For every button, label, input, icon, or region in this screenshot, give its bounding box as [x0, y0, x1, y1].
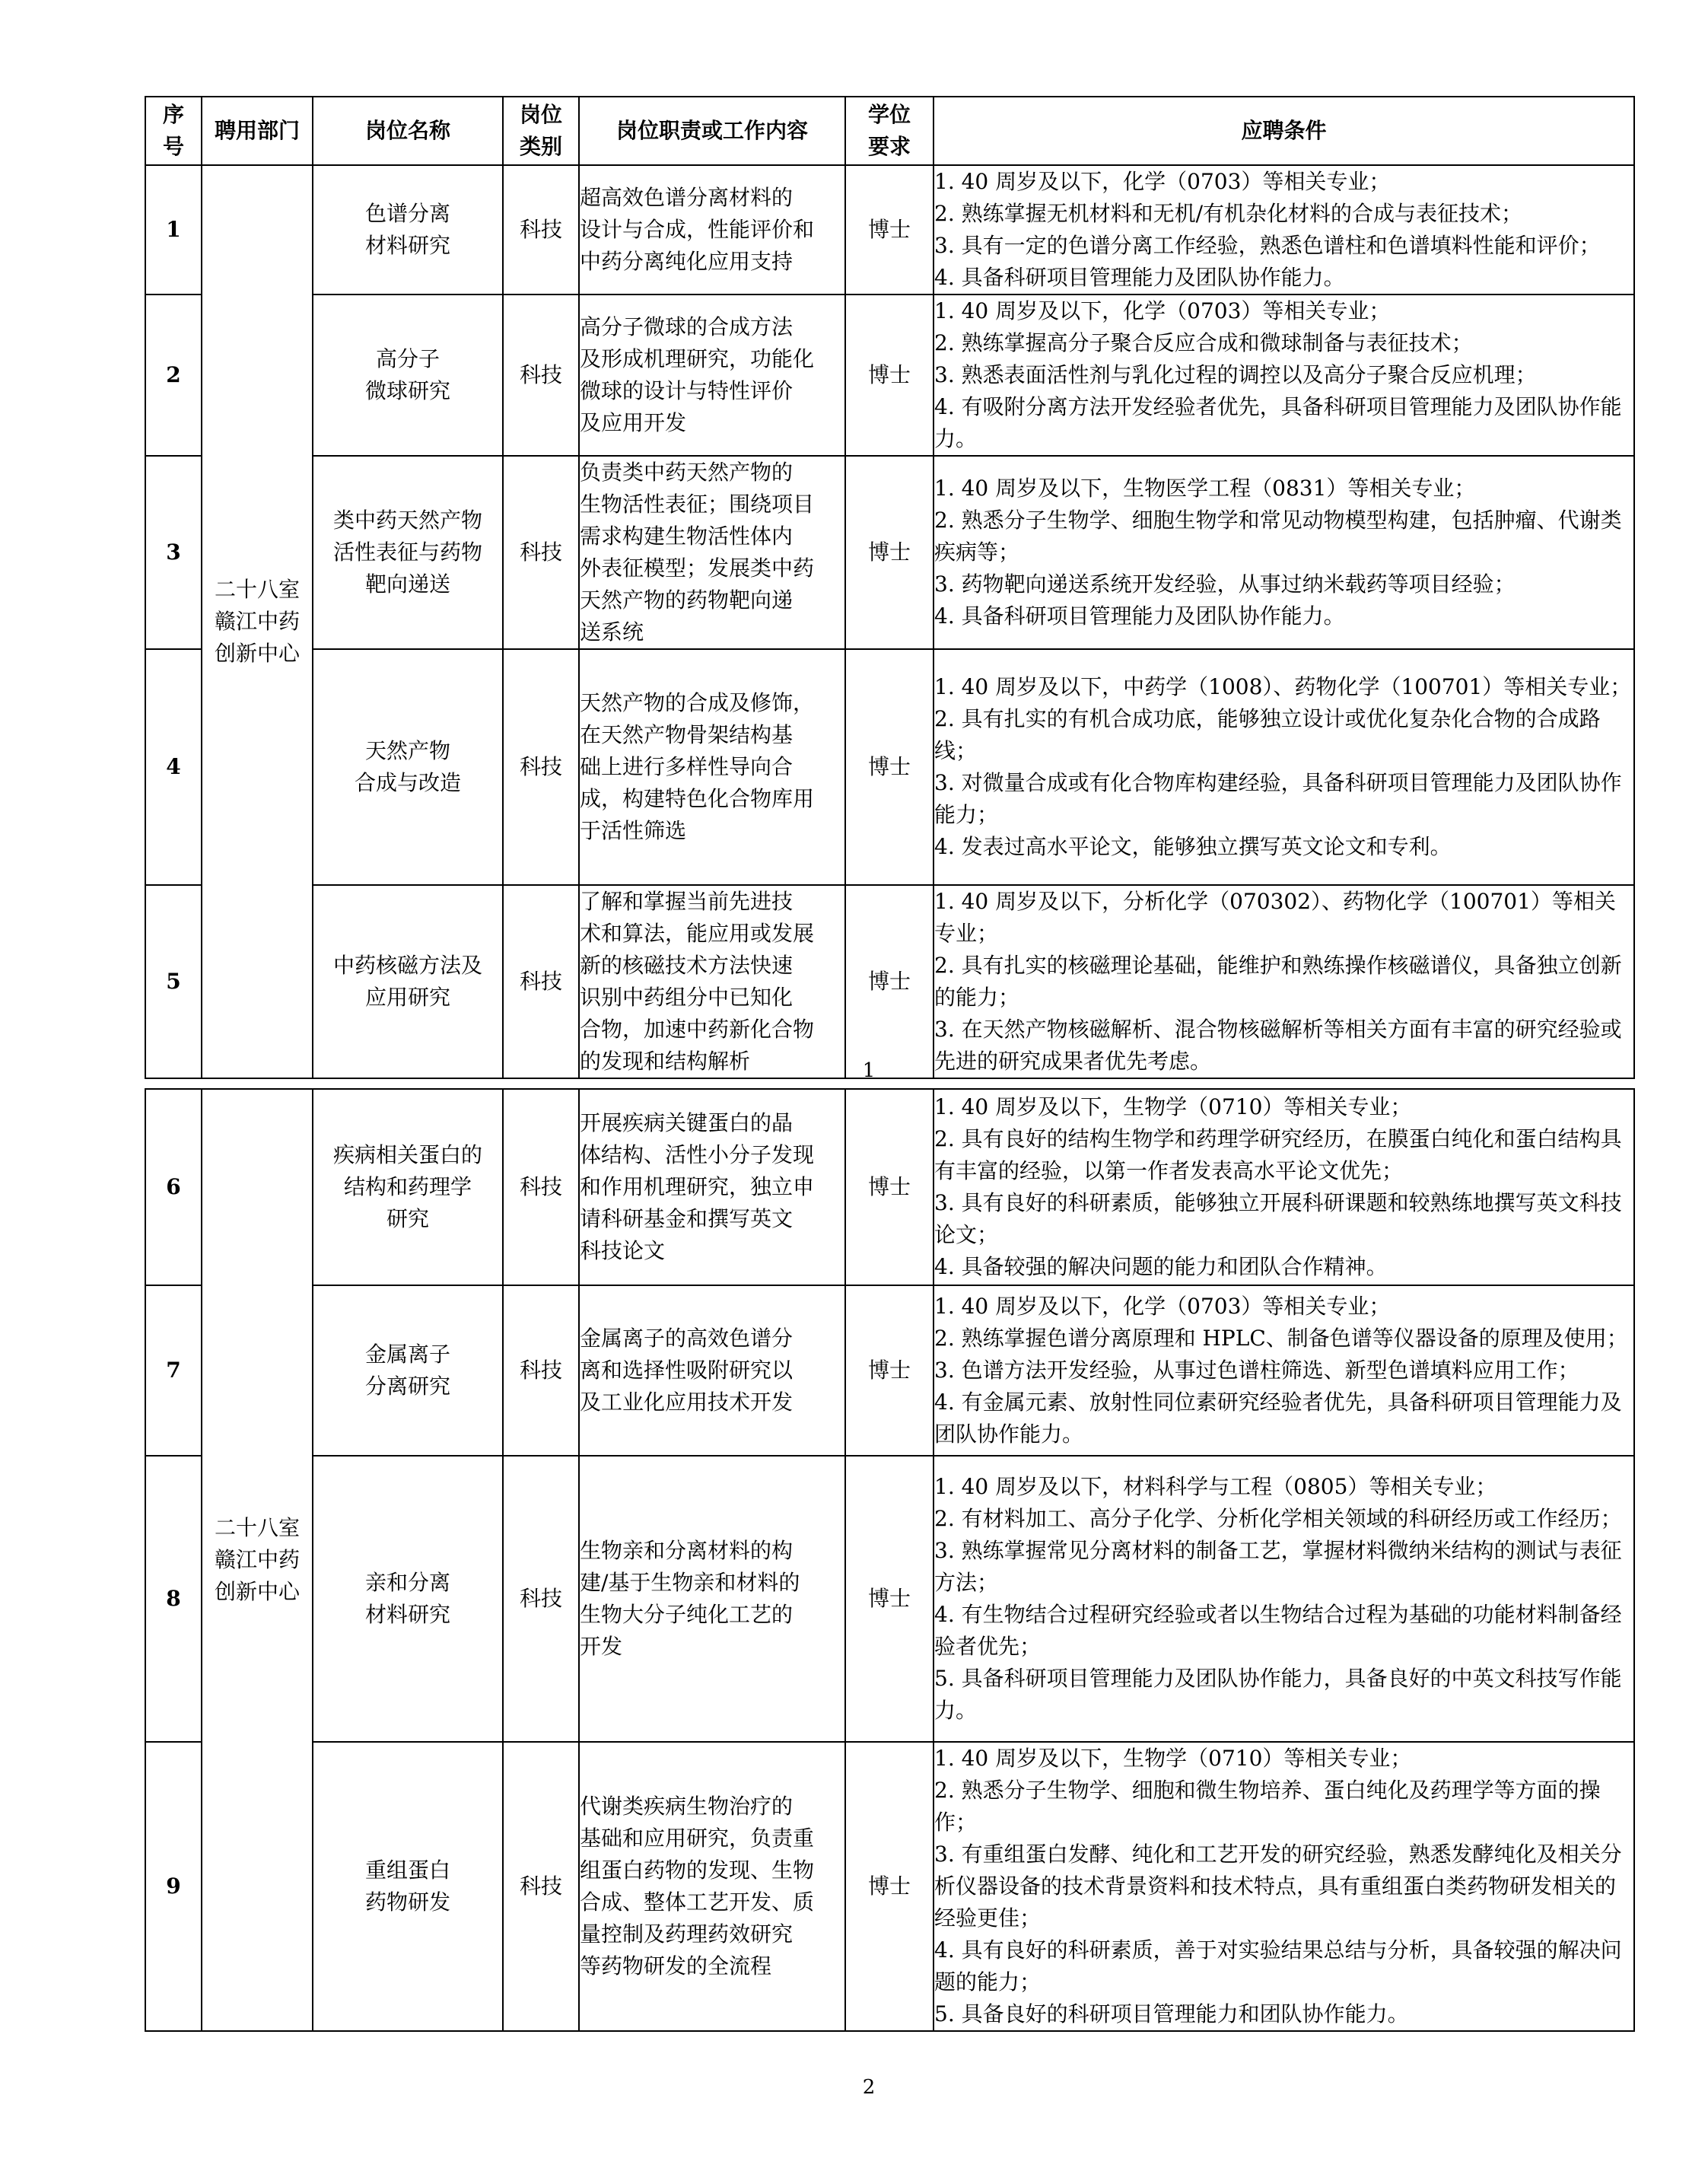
text-line: 赣江中药: [214, 1547, 300, 1572]
text-line: 2. 具有良好的结构生物学和药理学研究经历，在膜蛋白纯化和蛋白结构具有丰富的经验，以第一作者发表高水平论文优先；: [934, 1126, 1622, 1183]
text-line: 4. 发表过高水平论文，能够独立撰写英文论文和专利。: [934, 834, 1452, 859]
text-line: 天然产物的合成及修饰，: [580, 690, 815, 715]
position-name: [313, 294, 503, 456]
text-line: 靶向递送: [364, 571, 450, 597]
row-number: 4: [145, 649, 202, 885]
text-line: 及工业化应用技术开发: [580, 1390, 794, 1415]
table-row: [145, 294, 1634, 456]
text-line: 2. 具有扎实的核磁理论基础，能维护和熟练操作核磁谱仪，具备独立创新的能力；: [934, 953, 1622, 1010]
text-line: 2. 熟练掌握色谱分离原理和 HPLC、制备色谱等仪器设备的原理及使用；: [934, 1326, 1628, 1351]
text-line: 1. 40 周岁及以下，化学（0703）等相关专业；: [934, 1294, 1391, 1319]
table-row: [145, 1456, 1634, 1742]
text-line: 于活性筛选: [580, 818, 687, 843]
duty-description: [579, 165, 845, 294]
position-name: [313, 165, 503, 294]
table-row: [145, 456, 1634, 649]
text-line: 在天然产物骨架结构基: [580, 722, 794, 747]
text-line: 合成、整体工艺开发、质: [580, 1890, 815, 1915]
text-line: 3. 具有一定的色谱分离工作经验，熟悉色谱柱和色谱填料性能和评价；: [934, 233, 1601, 258]
text-line: 请科研基金和撰写英文: [580, 1206, 794, 1231]
text-line: 微球研究: [364, 378, 450, 403]
text-line: 了解和掌握当前先进技: [580, 889, 794, 914]
text-line: 2. 熟悉分子生物学、细胞和微生物培养、蛋白纯化及药理学等方面的操作；: [934, 1778, 1601, 1835]
text-line: 4. 具有良好的科研素质，善于对实验结果总结与分析，具备较强的解决问题的能力；: [934, 1937, 1622, 1995]
text-line: 1. 40 周岁及以下，分析化学（070302）、药物化学（100701）等相关专业；: [934, 889, 1616, 946]
text-line: 二十八室: [214, 1515, 300, 1540]
text-line: 2. 熟练掌握无机材料和无机/有机杂化材料的合成与表征技术；: [934, 201, 1523, 226]
text-line: 1. 40 周岁及以下，生物学（0710）等相关专业；: [934, 1094, 1412, 1119]
department-cell: [202, 1089, 313, 2031]
header-seq: 序 号: [145, 97, 202, 165]
text-line: 4. 有生物结合过程研究经验或者以生物结合过程为基础的功能材料制备经验者优先；: [934, 1602, 1622, 1659]
row-number: 2: [145, 294, 202, 456]
text-line: 金属离子的高效色谱分: [580, 1326, 794, 1351]
text-line: 和作用机理研究，独立申: [580, 1174, 815, 1199]
text-line: 3. 熟悉表面活性剂与乳化过程的调控以及高分子聚合反应机理；: [934, 362, 1537, 387]
text-line: 1. 40 周岁及以下，化学（0703）等相关专业；: [934, 298, 1391, 323]
row-number: 1: [145, 165, 202, 294]
text-line: 开展疾病关键蛋白的晶: [580, 1110, 794, 1135]
text-line: 合成与改造: [354, 770, 461, 795]
text-line: 超高效色谱分离材料的: [580, 185, 794, 210]
text-line: 3. 药物靶向递送系统开发经验，从事过纳米载药等项目经验；: [934, 571, 1516, 597]
position-name: [313, 1089, 503, 1285]
recruitment-table-page-2: [145, 1088, 1635, 2032]
text-line: 天然产物: [364, 738, 450, 763]
position-name: [313, 649, 503, 885]
header-department: 聘用部门: [202, 97, 313, 165]
text-line: 疾病相关蛋白的: [332, 1142, 482, 1167]
text-line: 4. 具备较强的解决问题的能力和团队合作精神。: [934, 1254, 1388, 1279]
duty-description: [579, 1285, 845, 1456]
text-line: 活性表征与药物: [332, 540, 482, 565]
text-line: 1. 40 周岁及以下，化学（0703）等相关专业；: [934, 169, 1391, 194]
table-row: [145, 1742, 1634, 2031]
text-line: 体结构、活性小分子发现: [580, 1142, 815, 1167]
degree-requirement: 博士: [845, 1285, 934, 1456]
degree-requirement: 博士: [845, 165, 934, 294]
row-number: 7: [145, 1285, 202, 1456]
header-duty: 岗位职责或工作内容: [579, 97, 845, 165]
text-line: 1. 40 周岁及以下，材料科学与工程（0805）等相关专业；: [934, 1474, 1497, 1499]
position-name: [313, 1456, 503, 1742]
row-number: 5: [145, 885, 202, 1078]
table-row: [145, 649, 1634, 885]
text-line: 二十八室: [214, 577, 300, 602]
header-position-name: 岗位名称: [313, 97, 503, 165]
text-line: 3. 对微量合成或有化合物库构建经验，具备科研项目管理能力及团队协作能力；: [934, 770, 1622, 827]
position-category: 科技: [503, 1742, 579, 2031]
requirements: [934, 1456, 1634, 1742]
text-line: 高分子微球的合成方法: [580, 314, 794, 339]
text-line: 色谱分离: [364, 201, 450, 226]
text-line: 离和选择性吸附研究以: [580, 1358, 794, 1383]
text-line: 中药分离纯化应用支持: [580, 249, 794, 274]
text-line: 金属离子: [364, 1342, 450, 1367]
text-line: 2. 有材料加工、高分子化学、分析化学相关领域的科研经历或工作经历；: [934, 1506, 1622, 1531]
degree-requirement: 博士: [845, 1089, 934, 1285]
text-line: 1. 40 周岁及以下，生物医学工程（0831）等相关专业；: [934, 476, 1476, 501]
text-line: 5. 具备良好的科研项目管理能力和团队协作能力。: [934, 2001, 1409, 2026]
header-row: [145, 97, 1634, 165]
text-line: 3. 熟练掌握常见分离材料的制备工艺，掌握材料微纳米结构的测试与表征方法；: [934, 1538, 1622, 1595]
text-line: 识别中药组分中已知化: [580, 985, 794, 1010]
text-line: 1. 40 周岁及以下，生物学（0710）等相关专业；: [934, 1746, 1412, 1771]
recruitment-table-page-1: [145, 96, 1635, 1079]
duty-description: [579, 456, 845, 649]
table-row: [145, 885, 1634, 1078]
text-line: 4. 具备科研项目管理能力及团队协作能力。: [934, 603, 1345, 629]
degree-requirement: 博士: [845, 1456, 934, 1742]
text-line: 分离研究: [364, 1374, 450, 1399]
degree-requirement: 博士: [845, 1742, 934, 2031]
text-line: 术和算法，能应用或发展: [580, 921, 815, 946]
text-line: 亲和分离: [364, 1570, 450, 1595]
text-line: 1. 40 周岁及以下，中药学（1008）、药物化学（100701）等相关专业；: [934, 674, 1632, 699]
requirements: [934, 1742, 1634, 2031]
requirements: [934, 1285, 1634, 1456]
requirements: [934, 165, 1634, 294]
text-line: 设计与合成，性能评价和: [580, 217, 815, 242]
position-category: 科技: [503, 885, 579, 1078]
position-name: [313, 885, 503, 1078]
position-category: 科技: [503, 1089, 579, 1285]
text-line: 4. 具备科研项目管理能力及团队协作能力。: [934, 265, 1345, 290]
text-line: 生物亲和分离材料的构: [580, 1538, 794, 1563]
row-number: 6: [145, 1089, 202, 1285]
position-name: [313, 1285, 503, 1456]
department-cell: [202, 165, 313, 1078]
text-line: 量控制及药理药效研究: [580, 1921, 794, 1947]
requirements: [934, 885, 1634, 1078]
degree-requirement: 博士: [845, 649, 934, 885]
text-line: 应用研究: [364, 985, 450, 1010]
text-line: 微球的设计与特性评价: [580, 378, 794, 403]
text-line: 成，构建特色化合物库用: [580, 786, 815, 811]
degree-requirement: 博士: [845, 294, 934, 456]
page-number: 2: [862, 2076, 876, 2099]
requirements: [934, 649, 1634, 885]
text-line: 结构和药理学: [343, 1174, 472, 1199]
text-line: 赣江中药: [214, 609, 300, 634]
text-line: 组蛋白药物的发现、生物: [580, 1858, 815, 1883]
text-line: 2. 熟练掌握高分子聚合反应合成和微球制备与表征技术；: [934, 330, 1473, 355]
requirements: [934, 294, 1634, 456]
duty-description: [579, 649, 845, 885]
text-line: 生物活性表征；围绕项目: [580, 492, 815, 517]
duty-description: [579, 294, 845, 456]
text-line: 础上进行多样性导向合: [580, 754, 794, 779]
text-line: 研究: [386, 1206, 429, 1231]
degree-requirement: 博士: [845, 885, 934, 1078]
text-line: 生物大分子纯化工艺的: [580, 1602, 794, 1627]
text-line: 创新中心: [214, 1579, 300, 1604]
position-name: [313, 1742, 503, 2031]
text-line: 的发现和结构解析: [580, 1049, 751, 1074]
table-row: [145, 1285, 1634, 1456]
text-line: 高分子: [375, 346, 440, 371]
text-line: 及形成机理研究，功能化: [580, 346, 815, 371]
text-line: 合物，加速中药新化合物: [580, 1017, 815, 1042]
text-line: 3. 有重组蛋白发酵、纯化和工艺开发的研究经验，熟悉发酵纯化及相关分析仪器设备的技术背景资料和技术特点，具有重组蛋白类药物研发相关的经验更佳；: [934, 1842, 1622, 1931]
position-category: 科技: [503, 1456, 579, 1742]
text-line: 等药物研发的全流程: [580, 1953, 772, 1979]
text-line: 基础和应用研究，负责重: [580, 1826, 815, 1851]
text-line: 天然产物的药物靶向递: [580, 587, 794, 613]
text-line: 负责类中药天然产物的: [580, 460, 794, 485]
page-number: 1: [862, 1059, 876, 1082]
text-line: 重组蛋白: [364, 1858, 450, 1883]
text-line: 4. 有金属元素、放射性同位素研究经验者优先，具备科研项目管理能力及团队协作能力。: [934, 1390, 1622, 1447]
text-line: 3. 在天然产物核磁解析、混合物核磁解析等相关方面有丰富的研究经验或先进的研究成果者优先考虑。: [934, 1017, 1622, 1074]
header-category: 岗位 类别: [503, 97, 579, 165]
row-number: 8: [145, 1456, 202, 1742]
text-line: 中药核磁方法及: [332, 953, 482, 978]
text-line: 4. 有吸附分离方法开发经验者优先，具备科研项目管理能力及团队协作能力。: [934, 394, 1622, 451]
text-line: 药物研发: [364, 1890, 450, 1915]
text-line: 科技论文: [580, 1238, 666, 1263]
position-category: 科技: [503, 456, 579, 649]
text-line: 材料研究: [364, 1602, 450, 1627]
text-line: 2. 具有扎实的有机合成功底，能够独立设计或优化复杂化合物的合成路线；: [934, 706, 1601, 763]
row-number: 3: [145, 456, 202, 649]
text-line: 代谢类疾病生物治疗的: [580, 1794, 794, 1819]
degree-requirement: 博士: [845, 456, 934, 649]
text-line: 建/基于生物亲和材料的: [580, 1570, 800, 1595]
table-row: [145, 165, 1634, 294]
text-line: 外表征模型；发展类中药: [580, 556, 815, 581]
requirements: [934, 1089, 1634, 1285]
position-name: [313, 456, 503, 649]
text-line: 2. 熟悉分子生物学、细胞生物学和常见动物模型构建，包括肿瘤、代谢类疾病等；: [934, 508, 1622, 565]
position-category: 科技: [503, 1285, 579, 1456]
position-category: 科技: [503, 294, 579, 456]
text-line: 创新中心: [214, 641, 300, 666]
text-line: 3. 具有良好的科研素质，能够独立开展科研课题和较熟练地撰写英文科技论文；: [934, 1190, 1622, 1247]
duty-description: [579, 885, 845, 1078]
header-requirements: 应聘条件: [934, 97, 1634, 165]
position-category: 科技: [503, 165, 579, 294]
text-line: 3. 色谱方法开发经验，从事过色谱柱筛选、新型色谱填料应用工作；: [934, 1358, 1579, 1383]
text-line: 及应用开发: [580, 410, 687, 435]
text-line: 类中药天然产物: [332, 508, 482, 533]
duty-description: [579, 1742, 845, 2031]
text-line: 材料研究: [364, 233, 450, 258]
text-line: 开发: [580, 1634, 623, 1659]
text-line: 5. 具备科研项目管理能力及团队协作能力，具备良好的中英文科技写作能力。: [934, 1666, 1622, 1723]
duty-description: [579, 1089, 845, 1285]
text-line: 需求构建生物活性体内: [580, 524, 794, 549]
position-category: 科技: [503, 649, 579, 885]
row-number: 9: [145, 1742, 202, 2031]
table-row: [145, 1089, 1634, 1285]
requirements: [934, 456, 1634, 649]
text-line: 新的核磁技术方法快速: [580, 953, 794, 978]
header-degree: 学位 要求: [845, 97, 934, 165]
text-line: 送系统: [580, 619, 644, 645]
duty-description: [579, 1456, 845, 1742]
